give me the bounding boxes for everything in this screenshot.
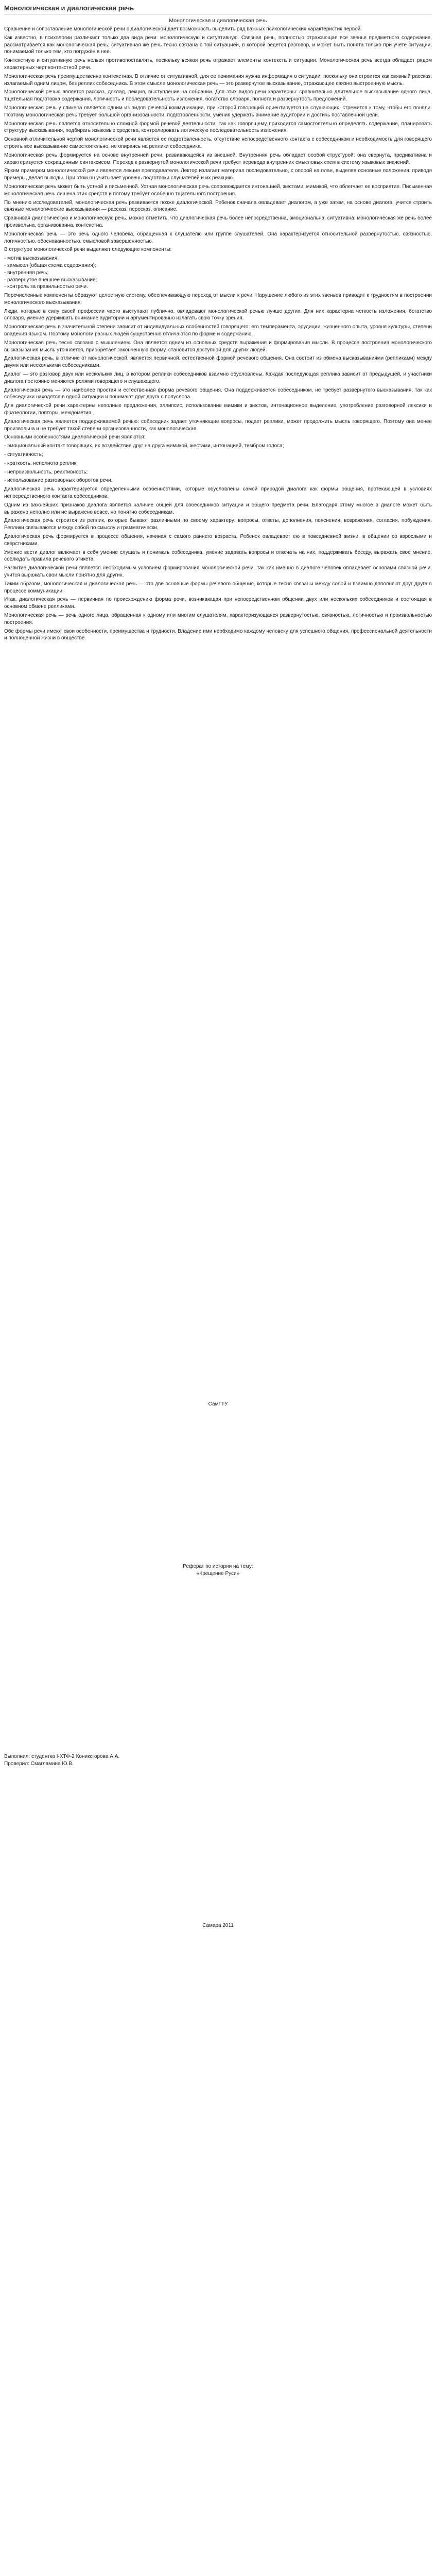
paragraph: - замысел (общая схема содержания);: [4, 262, 96, 268]
paragraph: Диалогическая речь, в отличие от монологической, является первичной, естественной формой речевого общения. Она состоит из обмена высказываниями (репликами) между двумя или несколькими собеседниками.: [4, 355, 432, 369]
paragraph: Итак, диалогическая речь — первичная по происхождению форма речи, возникающая при непосредственном общении двух или нескольких собеседников и состоящая в основном обмене репликами.: [4, 597, 432, 610]
paragraph: Сравнение и сопоставление монологической речи с диалогической дает возможность выделить ряд важных психологических характеристик первой.: [4, 26, 362, 32]
report-title-line1: Реферат по истории на тему:: [183, 1563, 253, 1569]
paragraph: Монологическая речь тесно связана с мышлением. Она является одним из основных средств выражения и формирования мысли. В процессе построения монологического высказывания мысль уточняется, приобретает законченную форму, становится доступной для других людей.: [4, 340, 432, 353]
paragraph: Монологическая речь формируется на основе внутренней речи, развивающейся из внешней. Внутренняя речь обладает особой структурой: она свернута, предикативна и характеризуется сокращенным синтаксисом. Переход к развернутой монологической речи требует перевода внутренних смысловых схем в систему языковых значений.: [4, 152, 432, 165]
section-2: [4, 152, 432, 245]
section-1: [4, 26, 432, 150]
paragraph: Диалогическая речь формируется в процессе общения, начиная с самого раннего возраста. Ребенок овладевает ею в повседневной жизни, в общении со взрослыми и сверстниками.: [4, 534, 432, 547]
section-4-tail: [4, 486, 432, 595]
author-line: Выполнил: студентка I-ХТФ-2 Кониксгорова А.А.: [4, 1753, 120, 1759]
section-5: [4, 596, 432, 642]
paragraph: Монологическая речь — речь одного лица, обращенная к одному или многим слушателям, характеризующаяся развернутостью, связностью, логичностью и произвольностью построения.: [4, 612, 432, 625]
paragraph: - использование разговорных оборотов речи.: [4, 478, 113, 484]
component-list: [4, 255, 432, 291]
paragraph: - ситуативность;: [4, 452, 43, 458]
paragraph: Основной отличительной чертой монологической речи является ее подготовленность, отсутствие непосредственного контакта с собеседником и необходимость для говорящего строить все высказывание самостоятельно, не опираясь на реплики собеседника.: [4, 137, 432, 149]
paragraph: Диалогическая речь строится из реплик, которые бывают различными по своему характеру: вопросы, ответы, дополнения, пояснения, возражения, согласия, побуждения. Реплики связываются между собой по смыслу и грамматически.: [4, 518, 432, 531]
paragraph: Контекстную и ситуативную речь нельзя противопоставлять, поскольку всякая речь отражает элементы контекста и ситуации. Монологическая речь всегда обладает рядом характерных черт контекстной речи.: [4, 58, 432, 71]
paragraph: Диалог — это разговор двух или нескольких лиц, в котором реплики собеседников взаимно обусловлены. Каждая последующая реплика зависит от предыдущей, и участники диалога постоянно меняются ролями говорящего и слушающего.: [4, 371, 432, 384]
paragraph: Диалогическая речь является поддерживаемой речью: собеседник задает уточняющие вопросы, подает реплики, может продолжить мысль говорящего. Поэтому она менее произвольна и не требует такой степени организованности, как монологическая.: [4, 418, 432, 432]
section-3: [4, 292, 432, 432]
paragraph: Диалогическая речь — это наиболее простая и естественная форма речевого общения. Она поддерживается собеседником, не требует развернутого высказывания, так как собеседники находятся в одной ситуации и понимают друг друга с полуслова.: [4, 387, 432, 400]
section-heading: Монологическая и диалогическая речь: [169, 18, 267, 24]
paragraph: - непроизвольность, реактивность;: [4, 469, 88, 475]
paragraph: Как известно, в психологии различают только два вида речи: монологическую и ситуативную. Связная речь, полностью отражающая все звенья предметного содержания, рассматривается как монологическая речь; ситуативная же речь тесно связана с той ситуацией, в которой ведется разговор, и может быть понята только при учете ситуации, понимаемой только тем, кто погружён в нее.: [4, 35, 432, 55]
section-4: [4, 434, 432, 484]
paragraph: Умение вести диалог включает в себя умение слушать и понимать собеседника, умение задавать вопросы и отвечать на них, поддерживать беседу, выражать свое мнение, соблюдать правила речевого этикета.: [4, 549, 432, 563]
paragraph: - эмоциональный контакт говорящих, их воздействие друг на друга мимикой, жестами, интонацией, тембром голоса;: [4, 443, 284, 449]
blank-space: [4, 643, 432, 1401]
paragraph: - контроль за правильностью речи.: [4, 284, 88, 290]
paragraph: Диалогическая речь характеризуется определенными особенностями, которые обусловлены самой природой диалога как формы общения, протекающей в условиях непосредственного контакта собеседников.: [4, 486, 432, 500]
list-intro: В структуре монологической речи выделяют следующие компоненты:: [4, 247, 172, 253]
paragraph: Монологическая речь может быть устной и письменной. Устная монологическая речь сопровождается интонацией, жестами, мимикой, что облегчает ее восприятие. Письменная монологическая речь лишена этих средств и потому требует особенно тщательного построения.: [4, 183, 432, 197]
paragraph: - развернутое внешнее высказывание;: [4, 277, 97, 283]
paragraph: Монологическая речь является относительно сложной формой речевой деятельности, так как говорящему приходится самостоятельно определять содержание, планировать структуру высказывания, подбирать языковые средства, контролировать логическую последовательность изложения.: [4, 121, 432, 134]
blank-space: [4, 1409, 432, 1563]
paragraph: Одним из важнейших признаков диалога является наличие общей для собеседников ситуации и общего предмета речи. Благодаря этому многое в диалоге может быть выражено неполно или не выражено вовсе, но понятно собеседникам.: [4, 502, 432, 515]
blank-space: [4, 1578, 432, 1738]
paragraph: Монологическая речь в значительной степени зависит от индивидуальных особенностей говорящего: его темперамента, эрудиции, жизненного опыта, уровня культуры, степени владения языком. Поэтому монологи разных людей существенно отличаются по форме и содержанию.: [4, 324, 432, 337]
paragraph: Развитие диалогической речи является необходимым условием формирования монологической речи, так как именно в диалоге человек овладевает основами связной речи, учится выражать свои мысли понятно для других.: [4, 565, 432, 578]
paragraph: Ярким примером монологической речи является лекция преподавателя. Лектор излагает материал последовательно, с опорой на план, выделяя основные положения, приводя примеры, делая выводы. При этом он учитывает уровень подготовки слушателей и их реакцию.: [4, 168, 432, 181]
paragraph: - мотив высказывания;: [4, 256, 59, 262]
paragraph: По мнению исследователей, монологическая речь развивается позже диалогической. Ребенок сначала овладевает диалогом, а уже затем, на основе диалога, учится строить связные монологические высказывания — рассказ, пересказ, описание.: [4, 199, 432, 213]
paragraph: - краткость, неполнота реплик;: [4, 460, 78, 466]
paragraph: Люди, которые в силу своей профессии часто выступают публично, овладевают монологической речью лучше других. Для них характерна четкость изложения, богатство словаря, умение удерживать внимание аудитории и аргументированно излагать свою точку зрения.: [4, 308, 432, 321]
paragraph: Монологическая речь — это речь одного человека, обращенная к слушателю или группе слушателей. Она характеризуется относительной развернутостью, связностью, логичностью, обоснованностью, смысловой завершенностью.: [4, 231, 432, 244]
document-title: Монологическая и диалогическая речь: [4, 4, 432, 14]
paragraph: Монологическая речь преимущественно контекстная. В отличие от ситуативной, для ее понимания нужна информация о ситуации, поскольку она строится как связный рассказ, излагаемый одним лицом, без реплик собеседника. В этом смысле монологическая речь — это развернутое высказывание, отражающее связно выстроенную мысль.: [4, 73, 432, 87]
paragraph: Сравнивая диалогическую и монологическую речь, можно отметить, что диалогическая речь более непосредственна, эмоциональна, ситуативна; монологическая же речь более произвольна, организованна, контекстна.: [4, 215, 432, 228]
paragraph: Монологической речью является рассказ, доклад, лекция, выступление на собрании. Для этих видов речи характерны: сравнительно длительное высказывание одного лица, тщательная подготовка содержания, логичность и последовательность изложения, богатство словаря, полнота и развернутость предложений.: [4, 89, 432, 103]
city-year: Самара 2011: [202, 1922, 234, 1928]
report-title-line2: «Крещение Руси»: [196, 1571, 240, 1577]
paragraph: Монологическая речь у спикера является одним из видов речевой коммуникации, при которой говорящий ориентируется на слушающих, стремится к тому, чтобы его поняли. Поэтому монологическая речь требует большой организованности, подготовленности, умения удержать внимание аудитории и достичь поставленной цели.: [4, 105, 432, 118]
paragraph: Перечисленные компоненты образуют целостную систему, обеспечивающую переход от мысли к речи. Нарушение любого из этих звеньев приводит к трудностям в построении монологического высказывания.: [4, 293, 432, 306]
paragraph: Обе формы речи имеют свои особенности, преимущества и трудности. Владение ими необходимо каждому человеку для успешного общения, профессиональной деятельности и полноценной жизни в обществе.: [4, 628, 432, 641]
paragraph: Для диалогической речи характерны неполные предложения, эллипсис, использование мимики и жестов, интонационное выделение, употребление разговорной лексики и фразеологии, повторы, междометия.: [4, 403, 432, 416]
checker-line: Проверил: Смагламина Ю.В.: [4, 1761, 74, 1767]
paragraph: - внутренняя речь;: [4, 269, 49, 276]
paragraph: Таким образом, монологическая и диалогическая речь — это две основные формы речевого общения, которые тесно связаны между собой и взаимно дополняют друг друга в процессе коммуникации.: [4, 581, 432, 594]
paragraph: Основными особенностями диалогической речи являются:: [4, 434, 146, 440]
university-name: СамГТУ: [208, 1401, 228, 1408]
